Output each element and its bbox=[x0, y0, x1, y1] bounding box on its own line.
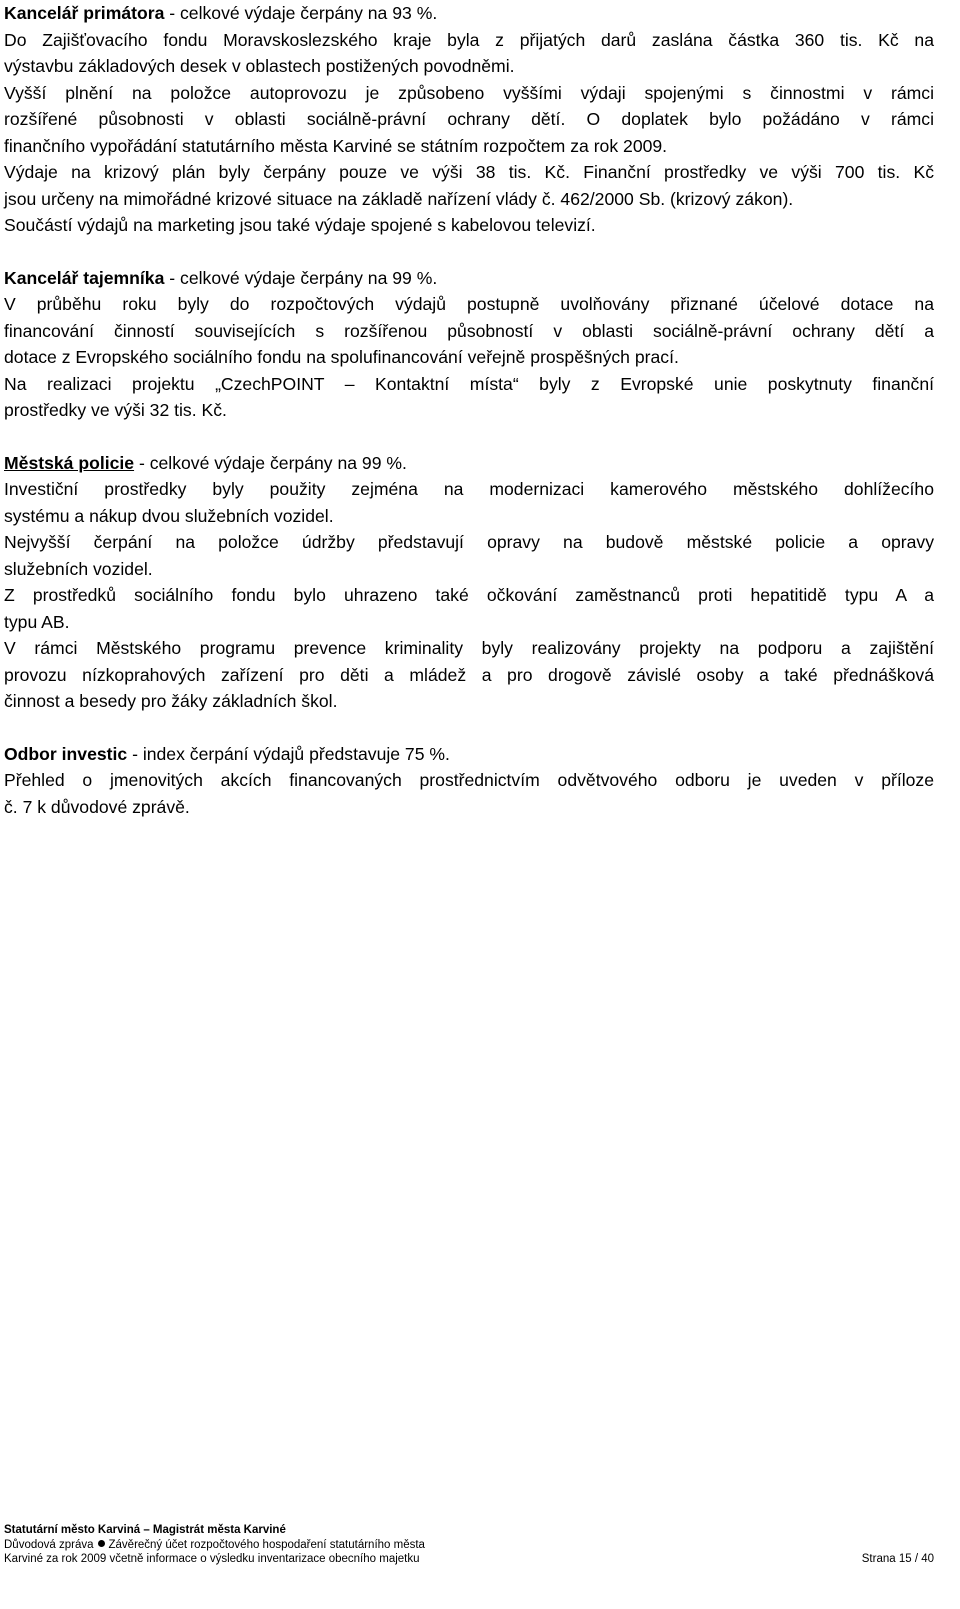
text-line: Na realizaci projektu „CzechPOINT – Kontaktní místa“ byly z Evropské unie poskytnuty finanční bbox=[4, 373, 934, 394]
text-line: Investiční prostředky byly použity zejména na modernizaci kamerového městského dohlížecího bbox=[4, 479, 934, 499]
text-line: provozu nízkoprahových zařízení pro děti a mládež a pro drogově závislé osoby a také přednášková bbox=[4, 664, 934, 685]
section-heading bbox=[4, 450, 934, 477]
text-line: Součástí výdajů na marketing jsou také výdaje spojené s kabelovou televizí. bbox=[4, 215, 596, 235]
footer-doc-title-2: Karviné za rok 2009 včetně informace o výsledku inventarizace obecního majetku bbox=[4, 1553, 420, 1565]
section bbox=[4, 265, 934, 424]
text-line: Vyšší plnění na položce autoprovozu je způsobeno vyššími výdaji spojenými s činnostmi v rámci bbox=[4, 82, 934, 103]
text-line: V rámci Městského programu prevence kriminality byly realizovány projekty na podporu a zajištění bbox=[4, 638, 934, 658]
section bbox=[4, 450, 934, 715]
text-line: Výdaje na krizový plán byly čerpány pouze ve výši 38 tis. Kč. Finanční prostředky ve výši 700 tis. Kč bbox=[4, 162, 934, 182]
section-heading-summary: - index čerpání výdajů představuje 75 %. bbox=[127, 743, 450, 764]
section-heading-summary: - celkové výdaje čerpány na 99 %. bbox=[134, 452, 407, 473]
section bbox=[4, 741, 934, 821]
footer-doc-type: Důvodová zpráva bbox=[4, 1538, 94, 1551]
text-line: finančního vypořádání statutárního města Karviné se státním rozpočtem za rok 2009. bbox=[4, 135, 668, 156]
text-line: Z prostředků sociálního fondu bylo uhrazeno také očkování zaměstnanců proti hepatitidě typu A a bbox=[4, 585, 934, 605]
text-line: jsou určeny na mimořádné krizové situace na základě nařízení vlády č. 462/2000 Sb. (krizový zákon). bbox=[4, 188, 794, 209]
bullet-icon bbox=[98, 1540, 105, 1547]
text-line: systému a nákup dvou služebních vozidel. bbox=[4, 505, 334, 526]
section-heading bbox=[4, 741, 934, 768]
text-line: Do Zajišťovacího fondu Moravskoslezského kraje byla z přijatých darů zaslána částka 360 tis. Kč na bbox=[4, 29, 934, 50]
text-line: V průběhu roku byly do rozpočtových výdajů postupně uvolňovány přiznané účelové dotace na bbox=[4, 294, 934, 314]
footer-doc-title: Závěrečný účet rozpočtového hospodaření statutárního města bbox=[108, 1538, 425, 1551]
text-line: výstavbu základových desek v oblastech postižených povodněmi. bbox=[4, 56, 515, 76]
text-line: služebních vozidel. bbox=[4, 558, 153, 579]
section-heading bbox=[4, 265, 934, 292]
text-line: Nejvyšší čerpání na položce údržby představují opravy na budově městské policie a opravy bbox=[4, 532, 934, 552]
section-heading-title: Městská policie bbox=[4, 452, 135, 473]
text-line: Přehled o jmenovitých akcích financovaných prostřednictvím odvětvového odboru je uveden v příloze bbox=[4, 770, 934, 790]
page-footer bbox=[4, 1523, 934, 1567]
text-line: typu AB. bbox=[4, 611, 70, 632]
footer-document-line bbox=[4, 1538, 934, 1553]
footer-last-line bbox=[4, 1552, 934, 1567]
section-heading-title: Odbor investic bbox=[4, 743, 128, 764]
section-heading-title: Kancelář primátora bbox=[4, 3, 165, 23]
section-heading bbox=[4, 0, 934, 27]
section bbox=[4, 0, 934, 239]
text-line: financování činností souvisejících s rozšířenou působností v oblasti sociálně-právní ochrany dětí a bbox=[4, 320, 934, 341]
footer-organization: Statutární město Karviná – Magistrát města Karviné bbox=[4, 1524, 286, 1536]
section-heading-summary: - celkové výdaje čerpány na 99 %. bbox=[164, 267, 438, 288]
text-line: rozšířené působnosti v oblasti sociálně-právní ochrany dětí. O doplatek bylo požádáno v rámci bbox=[4, 109, 934, 129]
text-line: dotace z Evropského sociálního fondu na spolufinancování veřejně prospěšných prací. bbox=[4, 347, 679, 367]
section-heading-title: Kancelář tajemníka bbox=[4, 267, 165, 288]
section-heading-summary: - celkové výdaje čerpány na 93 %. bbox=[164, 3, 438, 23]
text-line: prostředky ve výši 32 tis. Kč. bbox=[4, 400, 227, 420]
document-page bbox=[4, 0, 934, 820]
text-line: č. 7 k důvodové zprávě. bbox=[4, 796, 190, 817]
text-line: činnost a besedy pro žáky základních škol. bbox=[4, 691, 338, 711]
page-number: Strana 15 / 40 bbox=[861, 1553, 934, 1565]
